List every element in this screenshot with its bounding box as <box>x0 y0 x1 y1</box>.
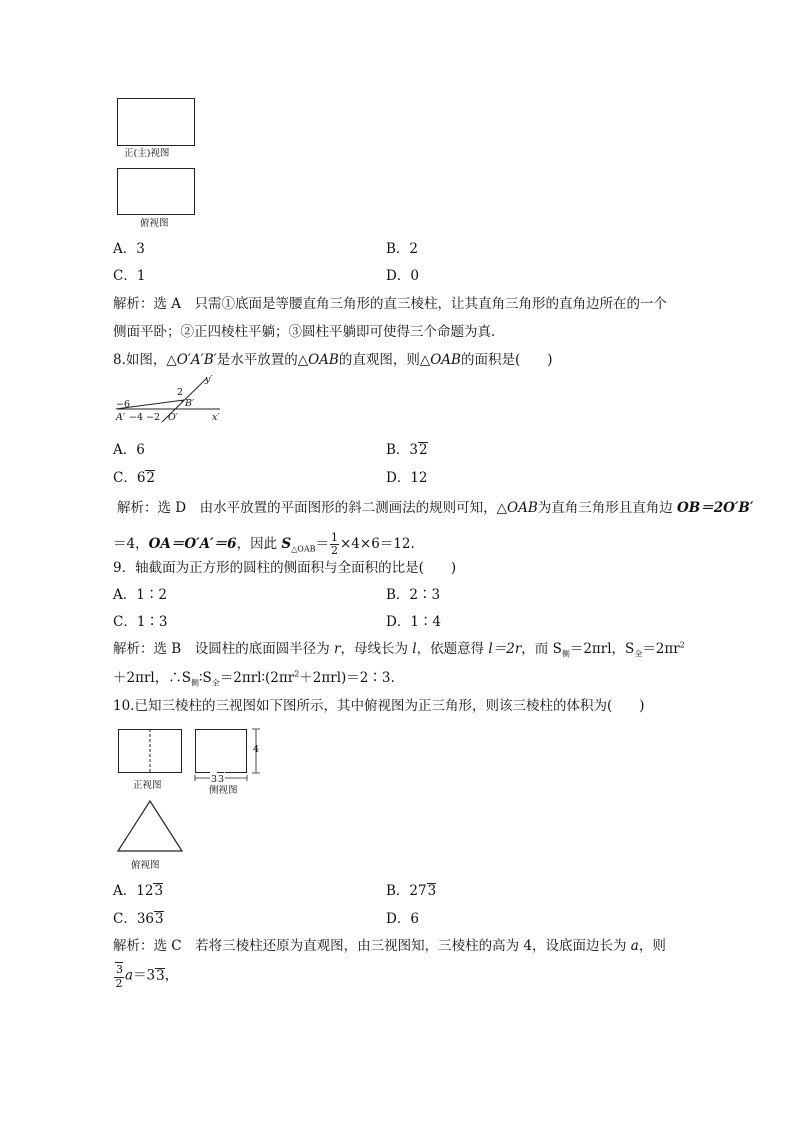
q8-analysis-line2: ＝4，OA＝O′A′＝6，因此 $S_{\triangle OAB}=$ $\frac{1}{2}$ ×4×6＝12. <box>113 531 415 557</box>
q7-option-a: A．3 <box>113 241 145 257</box>
q8-label-o: O′ <box>168 412 178 423</box>
q10-option-d: D．6 <box>386 911 419 927</box>
q10-top-view-triangle <box>116 799 184 853</box>
q7-top-view-rect <box>117 168 195 215</box>
q8-label-neg4: −4 <box>129 412 144 423</box>
q8-analysis-line1: 解析：选 D 由水平放置的平面图形的斜二测画法的规则可知，△OAB为直角三角形且直角边 OB＝2O′B′ <box>117 500 754 516</box>
q7-top-view-label: 俯视图 <box>140 218 169 229</box>
q8-label-neg6: −6 <box>116 399 131 410</box>
q9-option-d: D．1∶4 <box>386 614 442 630</box>
q8-label-b: B′ <box>185 398 195 409</box>
q10-width-label: 33 <box>211 774 225 785</box>
q8-option-c: C．62 <box>113 470 156 486</box>
q10-front-view-label: 正视图 <box>133 780 162 791</box>
q8-stem: 8.如图，△O′A′B′是水平放置的△OAB的直观图，则△OAB的面积是( ) <box>113 352 553 368</box>
q9-analysis-line2: ＋2πrl，$\therefore S_侧∶S_全=2\pi rl∶(2\pi r^2+2\pi rl)=2∶3$. <box>113 669 395 688</box>
q10-stem: 10.已知三棱柱的三视图如下图所示，其中俯视图为正三角形，则该三棱柱的体积为( ) <box>113 698 645 714</box>
q10-front-view-dashed-line <box>149 729 151 773</box>
q10-option-b: B．273 <box>386 883 437 899</box>
q10-option-c: C．363 <box>113 911 164 927</box>
q10-height-label: 4 <box>253 744 260 755</box>
q7-analysis-line2: 侧面平卧；②正四棱柱平躺；③圆柱平躺即可使得三个命题为真． <box>113 324 505 340</box>
q7-option-b: B．2 <box>386 241 419 257</box>
q7-front-view-label: 正(主)视图 <box>124 148 170 159</box>
q7-option-c: C．1 <box>113 268 146 284</box>
q10-top-view-label: 俯视图 <box>131 860 160 871</box>
q9-analysis-line1: 解析：选 B 设圆柱的底面圆半径为 r，母线长为 l，依题意得 l＝2r，而 $S_侧=2\pi rl$，$S_全=2\pi r^2$ <box>113 640 685 659</box>
q8-label-y: y′ <box>205 374 213 385</box>
q8-label-two: 2 <box>177 387 184 398</box>
q8-option-b: B．32 <box>386 442 428 458</box>
q8-option-d: D．12 <box>386 470 428 486</box>
q7-option-d: D．0 <box>386 268 419 284</box>
q8-label-x: x′ <box>212 412 220 423</box>
q8-label-a: A′ <box>116 412 126 423</box>
q7-analysis-line1: 解析：选 A 只需①底面是等腰直角三角形的直三棱柱，让其直角三角形的直角边所在的一个 <box>113 296 668 312</box>
q10-analysis-line1: 解析：选 C 若将三棱柱还原为直观图，由三视图知，三棱柱的高为 4，设底面边长为 a，则 <box>113 938 666 954</box>
q10-analysis-line2: $\frac{3}{2}$ a＝33， <box>115 963 179 990</box>
q8-option-a: A．6 <box>113 442 145 458</box>
q8-label-neg2: −2 <box>146 412 161 423</box>
q9-option-a: A．1∶2 <box>113 587 167 603</box>
q9-stem: 9．轴截面为正方形的圆柱的侧面积与全面积的比是( ) <box>113 560 457 576</box>
q10-side-view-dimensions <box>194 726 274 786</box>
q9-option-c: C．1∶3 <box>113 614 168 630</box>
q10-option-a: A．123 <box>113 883 164 899</box>
q7-front-view-rect <box>117 98 195 146</box>
q9-option-b: B．2∶3 <box>386 587 441 603</box>
q10-side-view-label: 侧视图 <box>209 785 238 796</box>
